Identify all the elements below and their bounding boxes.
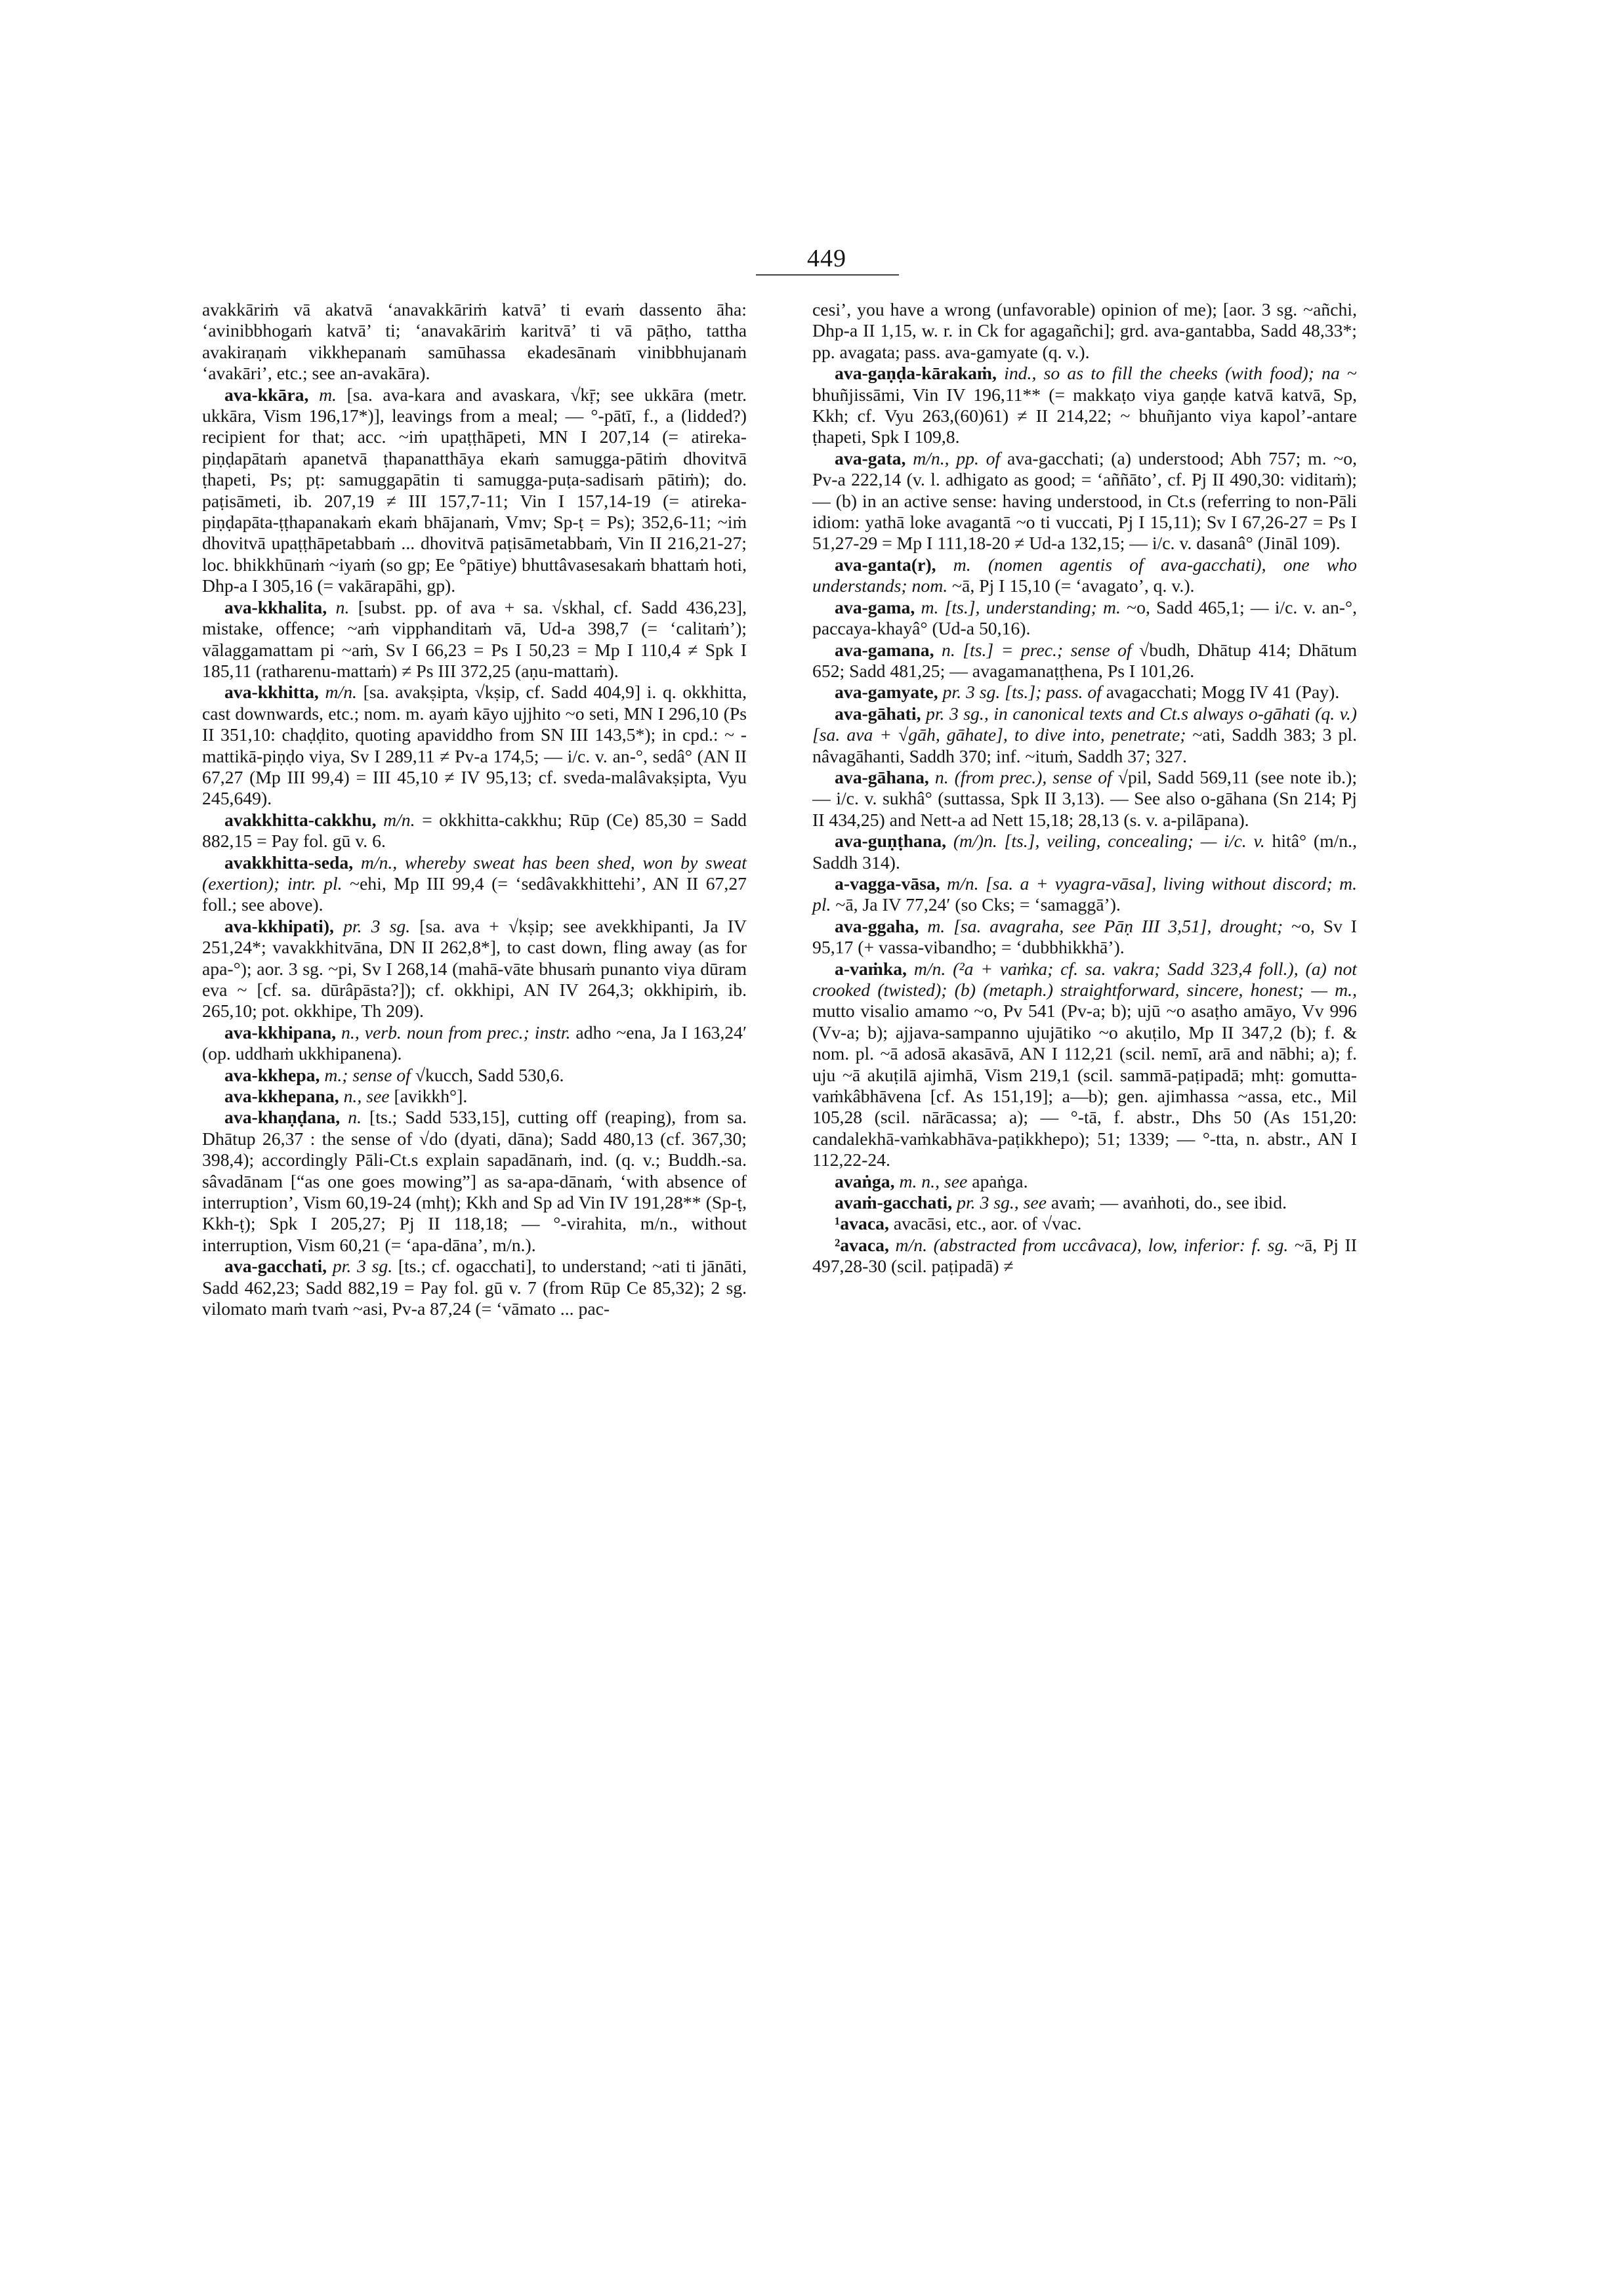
entry-text: [avikkh°]. xyxy=(394,1086,468,1107)
entry-headword: avaṁ-gacchati, xyxy=(835,1192,953,1213)
entry-text: ~ati, Saddh 383; 3 pl. nâvagāhanti, Saddh 370; inf. ~ituṁ, Saddh 37; 327. xyxy=(812,724,1357,766)
entry-headword: ava-guṇṭhana, xyxy=(835,831,947,852)
entry-text: [sa. ava-kara and avaskara, √kṝ; see ukkāra (metr. ukkāra, Vism 196,17*)], leavings from a meal; — °-pātī, f., a (lidded?) recipient for that; acc. ~iṁ upaṭṭhāpeti, MN I 207,14 (= atireka-piṇḍapātaṁ apanetvā ṭhapanatthāya ekaṁ samugga-pātiṁ dhovitvā ṭhapeti, Ps; pṭ: samuggapātin ti samugga-puṭa-sadisaṁ pātiṁ); do. paṭisāmeti, ib. 207,19 ≠ III 157,7-11; Vin I 157,14-19 (= atireka-piṇḍapāta-ṭṭhapanakaṁ ekaṁ bhājanaṁ, Vmv; Sp-ṭ = Ps); 352,6-11; ~iṁ dhovitvā upaṭṭhāpetabbaṁ ... dhovitvā paṭisāmetabbaṁ, Vin II 216,21-27; loc. bhikkhūnaṁ ~iyaṁ (so gp; Ee °pātiye) bhuttâvasesakaṁ bhattaṁ hoti, Dhp-a I 305,16 (= vakārapāhi, gp). xyxy=(202,384,747,596)
entry-text: √kucch, Sadd 530,6. xyxy=(415,1064,564,1085)
entry-gloss: n. (from prec.), sense of xyxy=(934,766,1112,787)
dictionary-entry xyxy=(812,554,1357,597)
dictionary-entry xyxy=(812,767,1357,831)
entry-text: avakkāriṁ vā akatvā ‘anavakkāriṁ katvā’ ti evaṁ dassento āha: ‘avinibbhogaṁ katvā’ ti; ‘anavakāriṁ karitvā’ ti vā pāṭho, tattha avakiraṇaṁ vikkhepanaṁ samūhassa ekadesānaṁ vinibbhujanaṁ ‘avakāri’, etc.; see an-avakāra). xyxy=(202,299,747,384)
dictionary-entry xyxy=(812,1235,1357,1277)
entry-headword: ava-kkhepana, xyxy=(224,1086,339,1107)
dictionary-entry xyxy=(812,363,1357,448)
entry-gloss: m/n. (abstracted from uccâvaca), low, inferior: f. sg. xyxy=(895,1234,1289,1255)
entry-gloss: m. n., see xyxy=(899,1170,968,1191)
entry-gloss: m/n. xyxy=(325,682,357,703)
entry-gloss: n., verb. noun from prec.; instr. xyxy=(341,1022,571,1043)
entry-text: = okkhitta-cakkhu; Rūp (Ce) 85,30 = Sadd 882,15 = Pay fol. gū v. 6. xyxy=(202,809,747,852)
entry-gloss: n. [ts.] = prec.; sense of xyxy=(942,639,1132,660)
entry-gloss: m. [sa. avagraha, see Pāṇ III 3,51], drought; xyxy=(927,915,1283,936)
entry-headword: ava-kkāra, xyxy=(224,384,309,405)
entry-headword: a-vaṁka, xyxy=(835,958,907,979)
entry-headword: ¹avaca, xyxy=(835,1213,889,1234)
dictionary-entry xyxy=(202,1256,747,1319)
entry-headword: ava-gata, xyxy=(835,447,906,468)
dictionary-entry xyxy=(812,682,1357,703)
entry-text: ~ā, Ja IV 77,24′ (so Cks; = ‘samaggā’). xyxy=(835,894,1121,915)
entry-text: cesi’, you have a wrong (unfavorable) opinion of me); [aor. 3 sg. ~añchi, Dhp-a II 1,15, w. r. in Ck for agagañchi]; grd. ava-gantabba, Sadd 48,33*; pp. avagata; pass. ava-gamyate (q. v.). xyxy=(812,299,1357,362)
dictionary-entry xyxy=(202,1086,747,1107)
entry-text: ~o, Sadd 465,1; — i/c. v. an-°, paccaya-khayâ° (Ud-a 50,16). xyxy=(812,596,1358,639)
entry-headword: ava-ganta(r), xyxy=(835,554,936,575)
entry-gloss: m/n. [sa. a + vyagra-vāsa], living without discord; m. pl. xyxy=(812,873,1358,915)
entry-text: avaṁ; — avaṅhoti, do., see ibid. xyxy=(1051,1192,1287,1213)
entry-headword: ava-gamana, xyxy=(835,639,934,660)
entry-text: ~ā, Pj II 497,28-30 (scil. paṭipadā) ≠ xyxy=(812,1234,1357,1277)
entry-text: [sa. ava + √kṣip; see avekkhipanti, Ja IV 251,24*; vavakkhitvāna, DN II 262,8*], to cast down, fling away (as for apa-°); aor. 3 sg. ~pi, Sv I 268,14 (mahā-vāte bhusaṁ punanto viya dūram eva ~ [cf. sa. dūrâpāsta?]); cf. okkhipi, AN IV 264,3; okkhipiṁ, ib. 265,10; pot. okkhipe, Th 209). xyxy=(202,915,747,1022)
entry-gloss: m. xyxy=(319,384,337,405)
entry-gloss: (m/)n. [ts.], veiling, concealing; — i/c. v. xyxy=(953,831,1265,852)
entry-gloss: pr. 3 sg. xyxy=(332,1256,393,1277)
entry-headword: ava-khaṇḍana, xyxy=(224,1107,341,1128)
entry-text: ~ehi, Mp III 99,4 (= ‘sedâvakkhittehi’, AN II 67,27 foll.; see above). xyxy=(202,873,747,915)
entry-gloss: m/n. xyxy=(383,809,415,830)
entry-headword: avaṅga, xyxy=(835,1170,895,1191)
dictionary-entry xyxy=(812,1213,1357,1234)
entry-gloss: n., see xyxy=(343,1086,390,1107)
entry-text: hitâ° (m/n., Saddh 314). xyxy=(812,831,1357,873)
entry-headword: avakkhitta-cakkhu, xyxy=(224,809,377,830)
entry-headword: ava-kkhipati), xyxy=(224,915,334,936)
dictionary-entry xyxy=(812,640,1357,682)
entry-text: √budh, Dhātup 414; Dhātum 652; Sadd 481,25; — avagamanaṭṭhena, Ps I 101,26. xyxy=(812,639,1357,681)
entry-headword: avakkhitta-seda, xyxy=(224,852,354,873)
dictionary-entry xyxy=(812,916,1357,959)
entry-gloss: pr. 3 sg., in canonical texts and Ct.s always o-gāhati (q. v.) [sa. ava + √gāh, gāhate], to dive into, penetrate; xyxy=(812,703,1358,745)
entry-headword: ava-gamyate, xyxy=(835,682,938,703)
entry-text: [ts.; cf. ogacchati], to understand; ~ati ti jānāti, Sadd 462,23; Sadd 882,19 = Pay fol. gū v. 7 (from Rūp Ce 85,32); 2 sg. vilomato maṁ tvaṁ ~asi, Pv-a 87,24 (= ‘vāmato ... pac- xyxy=(202,1256,747,1319)
entry-text: [sa. avakṣipta, √kṣip, cf. Sadd 404,9] i. q. okkhitta, cast downwards, etc.; nom. m. ayaṁ kāyo ujjhito ~o seti, MN I 296,10 (Ps II 351,10: chaḍḍito, quoting apaviddho from SN III 143,5*); in cpd.: ~ -mattikā-piṇḍo viya, Sv I 289,11 ≠ Pv-a 174,5; — i/c. v. an-°, sedâ° (AN II 67,27 (Mp III 99,4) = III 45,10 ≠ IV 95,13; cf. sveda-malâvakṣipta, Vyu 245,649). xyxy=(202,682,747,809)
entry-headword: ava-kkhitta, xyxy=(224,682,319,703)
page-rule xyxy=(756,274,899,276)
dictionary-entry xyxy=(202,852,747,916)
entry-gloss: m/n., whereby sweat has been shed, won by sweat (exertion); intr. pl. xyxy=(202,852,747,894)
dictionary-entry xyxy=(202,597,747,682)
dictionary-entry xyxy=(202,1022,747,1065)
left-column xyxy=(202,299,747,1320)
dictionary-entry xyxy=(202,384,747,597)
entry-headword: ava-gāhana, xyxy=(835,766,929,787)
dictionary-entry xyxy=(202,299,747,384)
entry-headword: ava-kkhipana, xyxy=(224,1022,337,1043)
dictionary-entry xyxy=(202,1065,747,1086)
entry-gloss: pr. 3 sg. [ts.]; pass. of xyxy=(942,682,1102,703)
dictionary-entry xyxy=(812,299,1357,363)
page-number: 449 xyxy=(807,245,846,272)
entry-gloss: ind., so as to fill the cheeks (with food); na xyxy=(1004,363,1340,384)
entry-text: ~ā, Pj I 15,10 (= ‘avagato’, q. v.). xyxy=(952,575,1195,596)
entry-text: mutto visalio amamo ~o, Pv 541 (Pv-a; b); ujū ~o asaṭho amāyo, Vv 996 (Vv-a; b); ajjava-sampanno ujujātiko ~o akuṭilo, Mp II 347,2 (b); f. & nom. pl. ~ā adosā akasāvā, AN I 112,21 (scil. nemī, arā and nābhi; a); f. uju ~ā akuṭilā ajimhā, Vism 219,1 (scil. sammā-paṭipadā; mhṭ: gomutta-vaṁkâbhāvena [cf. As 151,19]; a—b); gen. ajimhassa ~assa, etc., Mil 105,28 (scil. nārācassa; a); — °-tā, f. abstr., Dhs 50 (As 151,20: candalekhā-vaṁkabhāva-paṭikkhepo); 51; 1339; — °-tta, n. abstr., AN I 112,22-24. xyxy=(812,1001,1357,1170)
entry-headword: ava-gacchati, xyxy=(224,1256,327,1277)
entry-headword: ava-gāhati, xyxy=(835,703,921,724)
entry-headword: a-vagga-vāsa, xyxy=(835,873,940,894)
entry-gloss: m/n. (²a + vaṁka; cf. sa. vakra; Sadd 323,4 foll.), (a) not crooked (twisted); (b) (metaph.) straightforward, sincere, honest; — m., xyxy=(812,958,1358,1000)
entry-text: [subst. pp. of ava + sa. √skhal, cf. Sadd 436,23], mistake, offence; ~aṁ vipphanditaṁ vā, Ud-a 398,7 (= ‘calitaṁ’); vālaggamattam pi ~aṁ, Sv I 66,23 = Ps I 50,23 = Mp I 110,4 ≠ Spk I 185,11 (ratharenu-mattaṁ) ≠ Ps III 372,25 (aṇu-mattaṁ). xyxy=(202,596,747,681)
entry-gloss: m. [ts.], understanding; m. xyxy=(921,596,1121,617)
entry-text: ~o, Sv I 95,17 (+ vassa-vibandho; = ‘dubbhikkhā’). xyxy=(812,915,1357,958)
entry-gloss: m/n., pp. of xyxy=(913,447,1001,468)
entry-headword: ava-ggaha, xyxy=(835,915,919,936)
dictionary-entry xyxy=(202,682,747,809)
entry-text: apaṅga. xyxy=(972,1170,1028,1191)
entry-gloss: n. xyxy=(348,1107,362,1128)
entry-headword: ava-gaṇḍa-kārakaṁ, xyxy=(835,363,997,384)
entry-gloss: n. xyxy=(335,596,350,617)
entry-text: [ts.; Sadd 533,15], cutting off (reaping), from sa. Dhātup 26,37 : the sense of √do (dyati, dāna); Sadd 480,13 (cf. 367,30; 398,4); accordingly Pāli-Ct.s explain sapadānaṁ, ind. (q. v.; Buddh.-sa. sâvadānam [“as one goes mowing”] as sa-apa-dānaṁ, ‘with absence of interruption’, Vism 60,19-24 (mhṭ); Kkh and Sp ad Vin IV 191,28** (Sp-ṭ, Kkh-ṭ); Spk I 205,27; Pj II 118,18; — °-virahita, m/n., without interruption, Vism 60,21 (= ‘apa-dāna’, m/n.). xyxy=(202,1107,747,1255)
entry-gloss: m.; sense of xyxy=(324,1064,411,1085)
entry-gloss: pr. 3 sg. xyxy=(343,915,411,936)
dictionary-entry xyxy=(812,1171,1357,1192)
entry-text: √pil, Sadd 569,11 (see note ib.); — i/c. v. sukhâ° (suttassa, Spk II 3,13). — See also o-gāhana (Sn 214; Pj II 434,25) and Nett-a ad Nett 15,18; 28,13 (s. v. a-pilāpana). xyxy=(812,766,1358,830)
entry-headword: ava-gama, xyxy=(835,596,915,617)
dictionary-entry xyxy=(202,1107,747,1256)
dictionary-entry xyxy=(202,916,747,1022)
entry-headword: ²avaca, xyxy=(835,1234,889,1255)
entry-text: adho ~ena, Ja I 163,24′ (op. uddhaṁ ukkhipanena). xyxy=(202,1022,747,1064)
dictionary-entry xyxy=(812,1192,1357,1213)
entry-text: ava-gacchati; (a) understood; Abh 757; m. ~o, Pv-a 222,14 (v. l. adhigato as good; = ‘aññāto’, cf. Pj II 490,30: viditaṁ); — (b) in an active sense: having understood, in Ct.s (referring to non-Pāli idiom: yathā loke avagantā ~o ti vuccati, Pj I 15,11); Sv I 67,26-27 = Ps I 51,27-29 = Mp I 111,18-20 ≠ Ud-a 132,15; — i/c. v. dasanâ° (Jināl 109). xyxy=(812,447,1358,554)
dictionary-entry xyxy=(812,959,1357,1171)
entry-gloss: m. (nomen agentis of ava-gacchati), one who understands; nom. xyxy=(812,554,1358,596)
entry-headword: ava-kkhepa, xyxy=(224,1064,320,1085)
dictionary-entry xyxy=(202,810,747,852)
right-column xyxy=(812,299,1357,1277)
entry-text: ~ bhuñjissāmi, Vin IV 196,11** (= makkaṭo viya gaṇḍe katvā katvā, Sp, Kkh; cf. Vyu 263,(60)61) ≠ II 214,22; ~ bhuñjanto viya kapol’-antare ṭhapeti, Spk I 109,8. xyxy=(812,363,1358,447)
dictionary-entry xyxy=(812,597,1357,640)
entry-text: avagacchati; Mogg IV 41 (Pay). xyxy=(1106,682,1340,703)
dictionary-entry xyxy=(812,703,1357,767)
entry-headword: ava-kkhalita, xyxy=(224,596,327,617)
dictionary-entry xyxy=(812,831,1357,873)
dictionary-entry xyxy=(812,448,1357,554)
entry-gloss: pr. 3 sg., see xyxy=(957,1192,1047,1213)
dictionary-entry xyxy=(812,873,1357,916)
entry-text: avacāsi, etc., aor. of √vac. xyxy=(893,1213,1082,1234)
